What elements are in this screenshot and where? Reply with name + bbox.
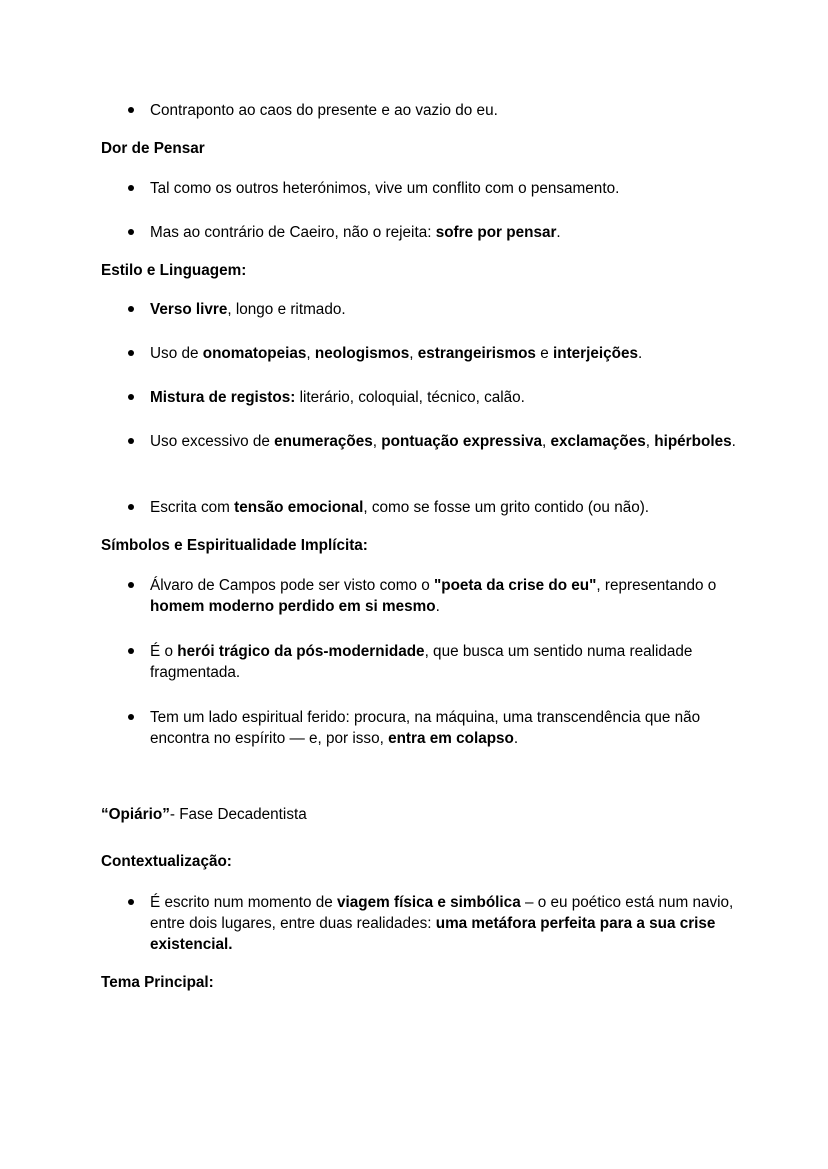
bold-text: Tema Principal: (101, 974, 214, 991)
text-run: Escrita com (150, 499, 235, 516)
text-run: , como se fosse um grito contido (ou não). (363, 499, 650, 516)
text-run: . (435, 598, 440, 615)
list-item (150, 892, 740, 955)
text-run: Álvaro de Campos pode ser visto como o (150, 577, 434, 594)
section-heading (101, 806, 307, 824)
text-run: , (409, 345, 418, 362)
bullet-icon (128, 504, 134, 510)
list-item (150, 431, 740, 452)
bold-text: sofre por pensar (435, 224, 557, 241)
section-heading (101, 974, 214, 992)
section-heading (101, 140, 205, 158)
bullet-icon (128, 350, 134, 356)
bold-text: pontuação expressiva (381, 433, 542, 450)
bullet-icon (128, 306, 134, 312)
bold-text: viagem física e simbólica (337, 894, 521, 911)
bold-text: “Opiário” (101, 806, 170, 823)
bold-text: enumerações (274, 433, 373, 450)
bold-text: exclamações (550, 433, 646, 450)
text-run: , que busca um sentido numa realidade fragmentada. (150, 643, 693, 681)
text-run: Uso de (150, 345, 203, 362)
bold-text: hipérboles (654, 433, 732, 450)
bold-text: herói trágico da pós-modernidade (177, 643, 425, 660)
bullet-icon (128, 394, 134, 400)
text-run: Contraponto ao caos do presente e ao vazio do eu. (150, 102, 498, 119)
list-item (150, 178, 740, 199)
bold-text: interjeições (552, 345, 638, 362)
text-run: , representando o (596, 577, 717, 594)
section-heading (101, 262, 246, 280)
text-run: . (513, 730, 519, 747)
list-item (150, 387, 740, 408)
list-item (150, 575, 740, 617)
bold-text: Símbolos e Espiritualidade Implícita: (101, 537, 368, 554)
text-run: , longo e ritmado. (227, 301, 346, 318)
bullet-icon (128, 714, 134, 720)
section-heading (101, 537, 368, 555)
bold-text: Verso livre (150, 301, 228, 318)
text-run: Tem um lado espiritual ferido: procura, na máquina, uma transcendência que não encontra no espírito — e, por isso, (150, 709, 701, 747)
list-item (150, 497, 740, 518)
bold-text: entra em colapso (388, 730, 514, 747)
text-run: , (372, 433, 382, 450)
bullet-icon (128, 648, 134, 654)
text-run: , (306, 345, 315, 362)
bold-text: Contextualização: (101, 853, 232, 870)
text-run: . (638, 345, 643, 362)
bold-text: "poeta da crise do eu" (433, 577, 597, 594)
bold-text: Mistura de registos: (150, 389, 296, 406)
bold-text: Estilo e Linguagem: (101, 262, 247, 279)
bold-text: uma metáfora perfeita para a sua crise existencial. (150, 915, 716, 953)
list-item (150, 707, 740, 749)
bold-text: homem moderno perdido em si mesmo (150, 598, 436, 615)
text-run: É escrito num momento de (150, 894, 338, 911)
list-item (150, 222, 740, 243)
bullet-icon (128, 107, 134, 113)
bold-text: estrangeirismos (417, 345, 536, 362)
text-run: , (645, 433, 655, 450)
text-run: , (541, 433, 551, 450)
text-run: Tal como os outros heterónimos, vive um conflito com o pensamento. (150, 180, 620, 197)
text-run: . (731, 433, 736, 450)
list-item (150, 641, 740, 683)
text-run: É o (150, 643, 178, 660)
text-run: literário, coloquial, técnico, calão. (295, 389, 525, 406)
section-heading (101, 853, 232, 871)
bullet-icon (128, 899, 134, 905)
list-item (150, 343, 740, 364)
list-item (150, 299, 740, 320)
bullet-icon (128, 185, 134, 191)
bullet-icon (128, 229, 134, 235)
bold-text: tensão emocional (234, 499, 364, 516)
list-item (150, 100, 740, 121)
bold-text: neologismos (314, 345, 410, 362)
bold-text: onomatopeias (202, 345, 307, 362)
bold-text: Dor de Pensar (101, 140, 205, 157)
bullet-icon (128, 582, 134, 588)
text-run: Uso excessivo de (150, 433, 275, 450)
text-run: e (535, 345, 553, 362)
text-run: Mas ao contrário de Caeiro, não o rejeita: (150, 224, 436, 241)
text-run: – o eu poético está num navio, entre dois lugares, entre duas realidades: (150, 894, 734, 932)
bullet-icon (128, 438, 134, 444)
text-run: . (556, 224, 561, 241)
text-run: - Fase Decadentista (169, 806, 307, 823)
